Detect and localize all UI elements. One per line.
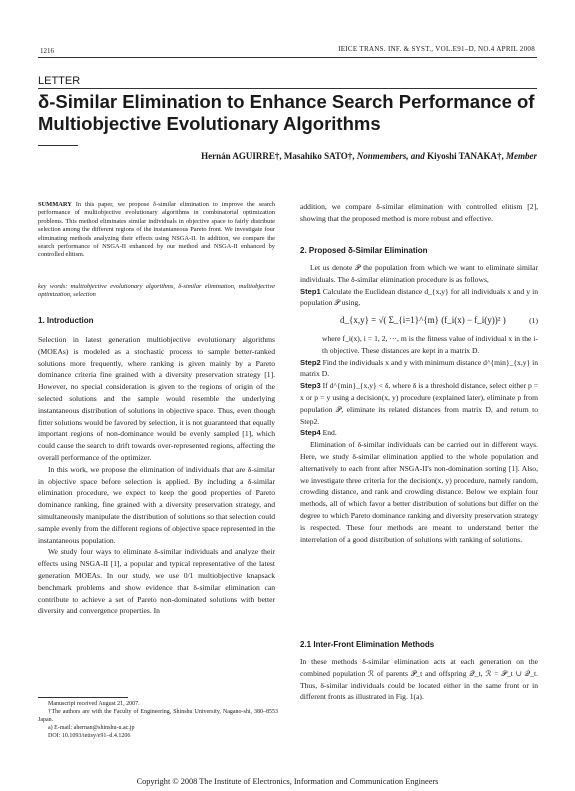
proposed-after: Elimination of δ-similar individuals can be carried out in different ways. Here, we study δ-similar elimination applied to the whole population and alternatively to each front after NSGA-II's non-domination sorting [1]. Also, we investigate three criteria for the decision(x, y) procedure, namely random, crowding distance, and rank and crowding distance. Below we explain four methods, all of which favor a better distribution of solutions but differ on the degree to which Pareto dominance ranking and diversity preservation strategy is respected. These four methods are meant to understand better the interrelation of a good distribution of solutions with ranking of solutions. <box>300 440 538 544</box>
footnote-rule <box>38 697 128 698</box>
keywords-block <box>38 283 275 300</box>
intro-heading: 1. Introduction <box>38 316 94 325</box>
author-role-2: Member <box>506 151 537 161</box>
equation-number: (1) <box>529 316 538 326</box>
step-3-text: If d^{min}_{x,y} < δ, where δ is a threshold distance, select either p = x or p = y using a decision(x, y) procedure (explained later), eliminate p from population 𝒫, eliminate its related distances from matrix D, and return to Step2. <box>300 381 539 426</box>
right-intro-continuation: addition, we compare δ-similar elimination with controlled elitism [2], showing that the proposed method is more robust and effective. <box>300 202 538 223</box>
intro-paragraph-1: Selection in latest generation multiobjective evolutionary algorithms (MOEAs) is modeled as a stochastic process to sample better-ranked solutions more frequently, where ranking is given mainly by a Pareto dominance criteria fine grained with a diversity preservation strategy [1]. However, no special consideration is given to the regions of origin of the selected solutions and the sample would resemble the underlying instantaneous distribution of solutions in objective space. Thus, even though fitter solutions would be favored by selection, it is not guaranteed that equally important regions of non-dominance would be evenly sampled [1], which could cause the search to drift towards over-represented regions, affecting the overall performance of the optimizer. <box>38 335 275 462</box>
subsection-heading: 2.1 Inter-Front Elimination Methods <box>300 640 435 649</box>
author-and: and <box>410 151 425 161</box>
label-rule <box>38 88 537 89</box>
copyright-footer: Copyright © 2008 The Institute of Electronics, Information and Communication Engineers <box>136 777 439 786</box>
intro-paragraph-3: We study four ways to eliminate δ-similar individuals and analyze their effects using NSGA-II [1], a popular and typical representative of the latest generation MOEAs. In our study, we use 0/1 multiobjective knapsack benchmark problems and show evidence that δ-similar elimination can contribute to achieve a set of Pareto non-dominated solutions with better diversity and convergence properties. In <box>38 547 275 616</box>
summary-block <box>38 201 275 260</box>
journal-header: IEICE TRANS. INF. & SYST., VOL.E91–D, NO.4 APRIL 2008 <box>338 45 535 53</box>
footnote-email: a) E-mail: ahernan@shinshu-u.ac.jp <box>48 724 135 731</box>
step-1-tail: where f_i(x), i = 1, 2, ···, m is the fitness value of individual x in the i-th objective. These distances are kept in a matrix D. <box>322 333 538 355</box>
header-rule <box>38 57 537 58</box>
section-label: LETTER <box>38 75 81 87</box>
keywords-text: multiobjective evolutionary algorithms, δ-similar elimination, multiobjective optimization, selection <box>38 283 275 299</box>
proposed-intro: Let us denote 𝒫 the population from which we want to eliminate similar individuals. The δ-similar elimination procedure is as follows, <box>300 263 538 284</box>
equation-1 <box>300 309 538 333</box>
author-names: Hernán AGUIRRE†, Masahiko SATO†, <box>201 151 355 161</box>
subsection-body: In these methods δ-similar elimination acts at each generation on the combined population ℛ of parents 𝒫_t and offspring 𝒬_t, ℛ = 𝒫_t ∪ 𝒬_t. Thus, δ-similar individuals could be located either in the same front or in different fronts as illustrated in Fig. 1(a). <box>300 657 538 702</box>
footnote-doi: DOI: 10.1093/ietisy/e91–d.4.1206 <box>48 732 131 739</box>
step-2-label: Step2 <box>300 357 321 367</box>
proposed-heading: 2. Proposed δ-Similar Elimination <box>300 246 428 255</box>
footnotes <box>38 701 278 741</box>
footnote-received: Manuscript received August 21, 2007. <box>48 701 140 707</box>
author-name-3: Kiyoshi TANAKA†, <box>427 151 504 161</box>
equation-body: d_{x,y} = √( Σ_{i=1}^{m} (f_i(x) − f_i(y))² ) <box>340 315 506 326</box>
author-line <box>201 151 537 161</box>
step-2 <box>300 357 538 381</box>
footnote-affiliation: †The authors are with the Faculty of Engineering, Shinshu University, Nagano-shi, 380–8553 Japan. <box>38 708 278 723</box>
page-number: 1216 <box>40 47 54 55</box>
summary-text: In this paper, we propose δ-similar elimination to improve the search performance of multiobjective evolutionary algorithms in combinatorial optimization problems. This method eliminates similar individuals in objective space to fairly distribute selection among the different regions of the instantaneous Pareto front. We investigate four eliminating methods analyzing their effects using NSGA-II. In addition, we compare the search performance of NSGA-II enhanced by our method and NSGA-II enhanced by controlled elitism. <box>38 201 275 259</box>
proposed-body <box>300 262 538 545</box>
paper-title: δ-Similar Elimination to Enhance Search Performance of Multiobjective Evolutionary Algorithms <box>38 91 535 134</box>
step-3 <box>300 380 538 427</box>
step-1 <box>300 286 538 310</box>
step-4-label: Step4 <box>300 428 321 438</box>
step-4-text: End. <box>322 428 337 438</box>
step-1-label: Step1 <box>300 286 321 296</box>
author-role-1: Nonmembers, <box>356 151 409 161</box>
keywords-label: key words: <box>38 283 68 290</box>
step-2-text: Find the individuals x and y with minimum distance d^{min}_{x,y} in matrix D. <box>300 357 538 379</box>
step-1-text: Calculate the Euclidean distance d_{x,y} for all individuals x and y in population 𝒫 using, <box>300 286 538 308</box>
step-3-label: Step3 <box>300 381 321 391</box>
intro-paragraph-2: In this work, we propose the elimination of individuals that are δ-similar in objective space before selection is applied. By including a δ-similar elimination procedure, we expect to keep the good properties of Pareto dominance ranking, fine grained with a diversity preservation strategy, and simultaneously manipulate the distribution of solutions so that selection could sample evenly from the different regions of objective space represented in the instantaneous population. <box>38 464 275 545</box>
title-rule <box>38 145 78 146</box>
summary-label: SUMMARY <box>38 201 72 208</box>
intro-body <box>38 334 275 617</box>
step-4 <box>300 427 538 439</box>
